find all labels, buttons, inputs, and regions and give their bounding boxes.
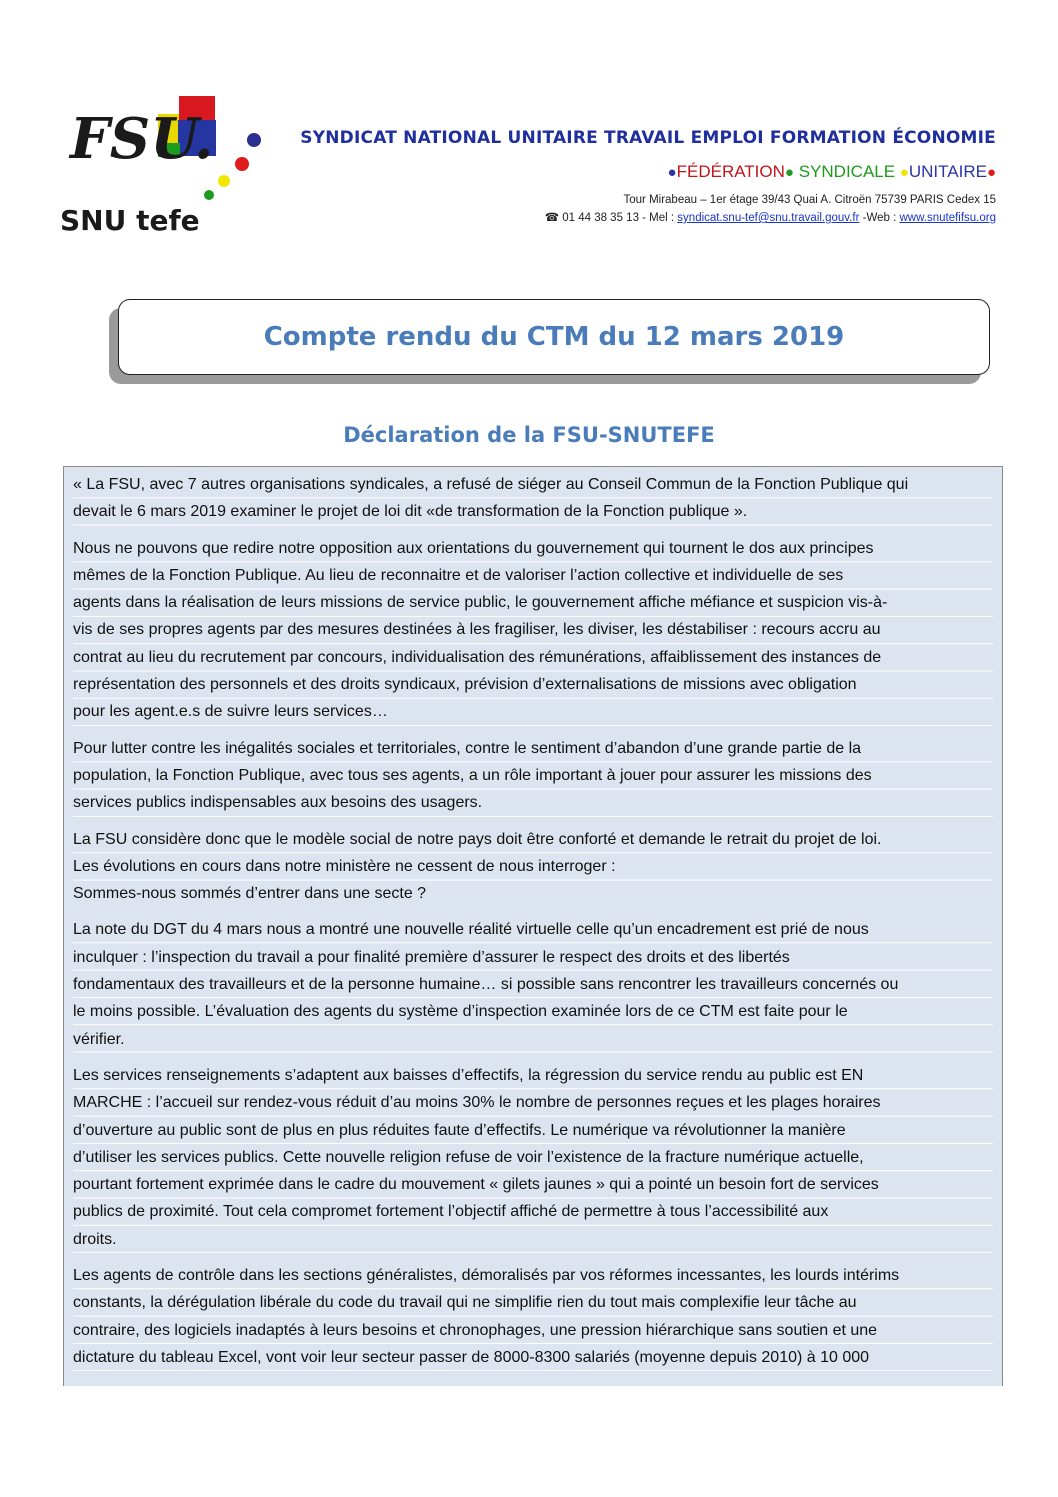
paragraph-line: représentation des personnels et des droits syndicaux, prévision d’externalisations de missions avec obligation bbox=[73, 676, 857, 694]
bullet-icon: ● bbox=[667, 164, 677, 181]
title-box bbox=[118, 299, 990, 375]
federation-line bbox=[300, 162, 996, 182]
declaration-paragraph bbox=[73, 826, 993, 908]
paragraph-line: Sommes-nous sommés d’entrer dans une secte ? bbox=[73, 885, 427, 903]
declaration-box bbox=[63, 466, 1003, 1386]
address: Tour Mirabeau – 1er étage 39/43 Quai A. Citroën 75739 PARIS Cedex 15 bbox=[623, 194, 996, 206]
paragraph-line: vérifier. bbox=[73, 1030, 125, 1048]
paragraph-line: pour les agent.e.s de suivre leurs services… bbox=[73, 703, 388, 721]
unitaire-word: UNITAIRE bbox=[908, 162, 987, 181]
paragraph-line: Nous ne pouvons que redire notre opposition aux orientations du gouvernement qui tournent le dos aux principes bbox=[73, 539, 874, 557]
logo-dot-red bbox=[235, 157, 249, 171]
declaration-paragraph bbox=[73, 916, 993, 1052]
paragraph-line: d’ouverture au public sont de plus en plus réduites faute d’effectifs. Le numérique va révolutionner la manière bbox=[73, 1121, 846, 1139]
paragraph-line: vis de ses propres agents par des mesures destinées à les fragiliser, les diviser, les déstabiliser : recours accru au bbox=[73, 621, 881, 639]
union-name: SYNDICAT NATIONAL UNITAIRE TRAVAIL EMPLOI FORMATION ÉCONOMIE bbox=[300, 128, 996, 148]
declaration-paragraph bbox=[73, 1062, 993, 1253]
document-title: Compte rendu du CTM du 12 mars 2019 bbox=[263, 322, 845, 352]
logo-dot-green bbox=[204, 190, 214, 200]
declaration-paragraph bbox=[73, 1262, 993, 1371]
paragraph-line: Pour lutter contre les inégalités sociales et territoriales, contre le sentiment d’abandon d’une grande partie de la bbox=[73, 739, 862, 757]
contact-line bbox=[300, 210, 996, 224]
logo-fsu-text: FSU. bbox=[70, 106, 214, 172]
syndicale-word: SYNDICALE bbox=[793, 162, 900, 181]
paragraph-line: mêmes de la Fonction Publique. Au lieu de reconnaitre et de valoriser l’action collective et individuelle de ses bbox=[73, 566, 844, 584]
fsu-snutefe-logo bbox=[58, 88, 268, 238]
bullet-icon: ● bbox=[986, 164, 996, 181]
bullet-icon: ● bbox=[899, 164, 909, 181]
logo-graphic bbox=[58, 88, 268, 238]
federation-word: FÉDÉRATION bbox=[676, 162, 785, 181]
paragraph-line: le moins possible. L’évaluation des agents du système d’inspection examinée lors de ce CTM est faite pour le bbox=[73, 1003, 848, 1021]
paragraph-line: MARCHE : l’accueil sur rendez-vous réduit d’au moins 30% le nombre de personnes reçues et les plages horaires bbox=[73, 1094, 881, 1112]
paragraph-line: constants, la dérégulation libérale du code du travail qui ne simplifie rien du tout mais complexifie leur tâche au bbox=[73, 1294, 857, 1312]
paragraph-line: La FSU considère donc que le modèle social de notre pays doit être conforté et demande le retrait du projet de loi. bbox=[73, 830, 882, 848]
paragraph-line: inculquer : l’inspection du travail a pour finalité première d’assurer le respect des droits et des libertés bbox=[73, 948, 790, 966]
declaration-paragraph bbox=[73, 535, 993, 726]
paragraph-line: Les évolutions en cours dans notre ministère ne cessent de nous interroger : bbox=[73, 857, 616, 875]
paragraph-line: d’utiliser les services publics. Cette nouvelle religion refuse de voir l’existence de la fracture numérique actuelle, bbox=[73, 1148, 864, 1166]
paragraph-line: pourtant fortement exprimée dans le cadre du mouvement « gilets jaunes » qui a pointé un besoin fort de services bbox=[73, 1176, 879, 1194]
bullet-icon: ● bbox=[784, 164, 794, 181]
paragraph-line: population, la Fonction Publique, avec tous ses agents, a un rôle important à jouer pour assurer les missions des bbox=[73, 766, 872, 784]
logo-dot-blue bbox=[247, 133, 261, 147]
paragraph-line: Les services renseignements s’adaptent aux baisses d’effectifs, la régression du service rendu au public est EN bbox=[73, 1066, 864, 1084]
paragraph-line: publics de proximité. Tout cela compromet fortement l’objectif affiché de permettre à tous l’accessibilité aux bbox=[73, 1203, 829, 1221]
logo-dot-yellow bbox=[218, 175, 230, 187]
paragraph-line: Les agents de contrôle dans les sections généralistes, démoralisés par vos réformes incessantes, les lourds intérims bbox=[73, 1267, 900, 1285]
paragraph-line: services publics indispensables aux besoins des usagers. bbox=[73, 794, 483, 812]
logo-snutefe-text: SNU tefe bbox=[60, 204, 200, 237]
paragraph-line: fondamentaux des travailleurs et de la personne humaine… si possible sans rencontrer les travailleurs concernés ou bbox=[73, 976, 899, 994]
paragraph-line: contrat au lieu du recrutement par concours, individualisation des rémunérations, affaiblissement des instances de bbox=[73, 648, 882, 666]
paragraph-line: droits. bbox=[73, 1230, 117, 1248]
paragraph-line: devait le 6 mars 2019 examiner le projet de loi dit «de transformation de la Fonction publique ». bbox=[73, 503, 748, 521]
paragraph-line: « La FSU, avec 7 autres organisations syndicales, a refusé de siéger au Conseil Commun de la Fonction Publique qui bbox=[73, 476, 909, 493]
web-label: -Web : bbox=[859, 212, 900, 224]
paragraph-line: dictature du tableau Excel, vont voir leur secteur passer de 8000-8300 salariés (moyenne depuis 2010) à 10 000 bbox=[73, 1348, 870, 1366]
paragraph-line: agents dans la réalisation de leurs missions de service public, le gouvernement affiche méfiance et suspicion vis-à- bbox=[73, 594, 888, 612]
website-link[interactable]: www.snutefifsu.org bbox=[899, 212, 996, 224]
header-info bbox=[300, 128, 996, 224]
section-title: Déclaration de la FSU-SNUTEFE bbox=[343, 423, 715, 447]
email-link[interactable]: syndicat.snu-tef@snu.travail.gouv.fr bbox=[677, 212, 860, 224]
paragraph-line: La note du DGT du 4 mars nous a montré une nouvelle réalité virtuelle celle qu’un encadrement est prié de nous bbox=[73, 921, 869, 939]
declaration-paragraph bbox=[73, 471, 993, 526]
declaration-paragraph bbox=[73, 735, 993, 817]
paragraph-line: contraire, des logiciels inadaptés à leurs besoins et chronophages, une pression hiérarchique sans soutien et une bbox=[73, 1321, 878, 1339]
phone-text: ☎ 01 44 38 35 13 - Mel : bbox=[544, 212, 678, 224]
